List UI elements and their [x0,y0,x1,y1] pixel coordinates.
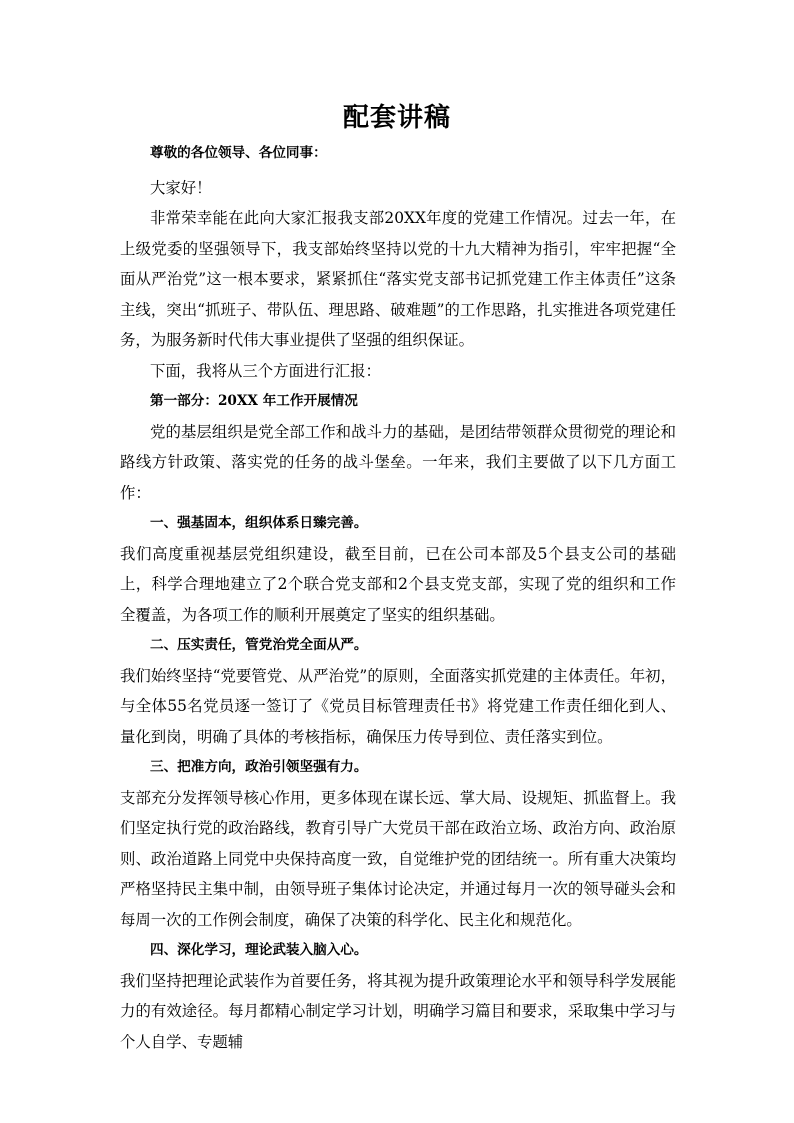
document-title: 配套讲稿 [342,103,451,133]
section-body: 我们坚持把理论武装作为首要任务，将其视为提升政策理论水平和领导科学发展能力的有效途径。每月都精心制定学习计划，明确学习篇目和要求，采取集中学习与个人自学、专题辅 [120,971,676,1051]
part1-heading: 第一部分：20XX 年工作开展情况 [150,393,358,409]
section-body: 支部充分发挥领导核心作用，更多体现在谋长远、掌大局、设规矩、抓监督上。我们坚定执行党的政治路线，教育引导广大党员干部在政治立场、政治方向、政治原则、政治道路上同党中央保持高度一致，自觉维护党的团结统一。所有重大决策均严格坚持民主集中制，由领导班子集体讨论决定，并通过每月一次的领导碰头会和每周一次的工作例会制度，确保了决策的科学化、民主化和规范化。 [120,788,676,929]
document-body [120,138,676,1057]
greeting: 大家好！ [150,178,212,197]
section-body: 我们高度重视基层党组织建设，截至目前，已在公司本部及5个县支公司的基础上，科学合理地建立了2个联合党支部和2个县支党支部，实现了党的组织和工作全覆盖，为各项工作的顺利开展奠定了坚实的组织基础。 [120,544,676,624]
section-heading: 一、强基固本，组织体系日臻完善。 [150,515,368,531]
section-heading: 四、深化学习，理论武装入脑入心。 [150,942,368,958]
salutation: 尊敬的各位领导、各位同事： [150,145,327,161]
transition-paragraph: 下面，我将从三个方面进行汇报： [150,361,381,380]
intro-paragraph: 非常荣幸能在此向大家汇报我支部20XX年度的党建工作情况。过去一年，在上级党委的坚强领导下，我支部始终坚持以党的十九大精神为指引，牢牢把握“全面从严治党”这一根本要求，紧紧抓住“落实党支部书记抓党建工作主体责任”这条主线，突出“抓班子、带队伍、理思路、破难题”的工作思路，扎实推进各项党建任务，为服务新时代伟大事业提供了坚强的组织保证。 [120,209,676,349]
section-heading: 二、压实责任，管党治党全面从严。 [150,637,368,653]
section-heading: 三、把准方向，政治引领坚强有力。 [150,759,368,775]
part1-intro: 党的基层组织是党全部工作和战斗力的基础，是团结带领群众贯彻党的理论和路线方针政策、落实党的任务的战斗堡垒。一年来，我们主要做了以下几方面工作： [120,422,676,502]
section-body: 我们始终坚持“党要管党、从严治党”的原则，全面落实抓党建的主体责任。年初，与全体55名党员逐一签订了《党员目标管理责任书》将党建工作责任细化到人、量化到岗，明确了具体的考核指标，确保压力传导到位、责任落实到位。 [120,666,676,746]
